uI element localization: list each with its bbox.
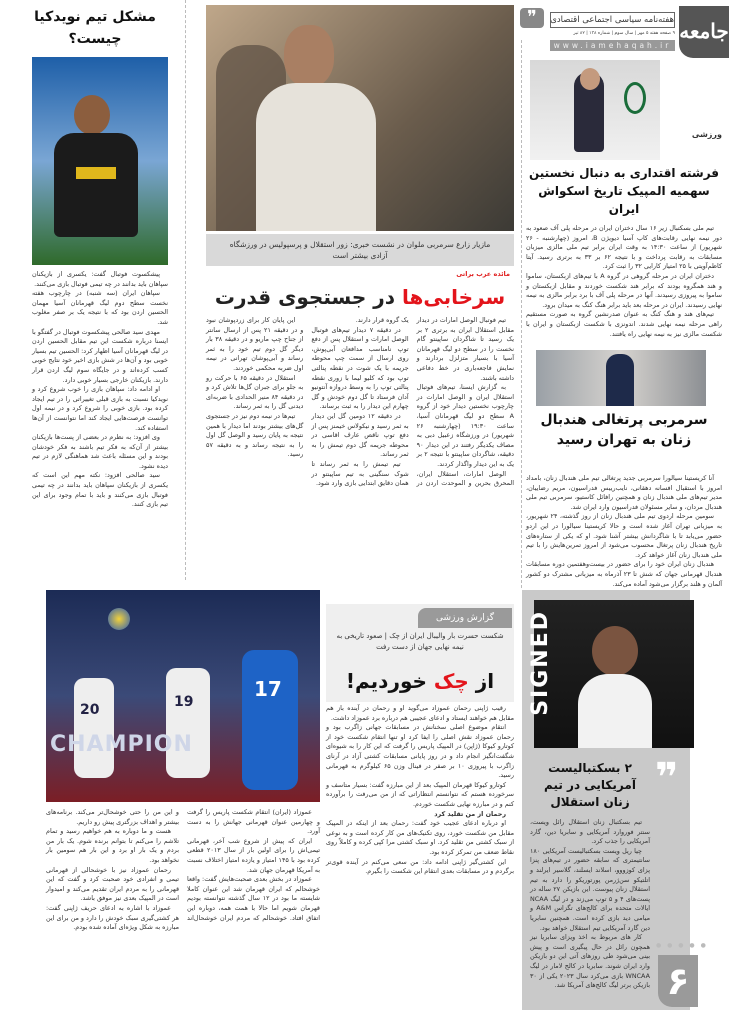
signed-text: SIGNED xyxy=(528,610,553,716)
basketball-body xyxy=(530,818,650,1004)
handball-headline: سرمربی پرتغالی هندبال زنان به تهران رسید xyxy=(540,412,708,448)
quote-icon: ❞ xyxy=(655,755,679,801)
jersey-number: 19 xyxy=(174,694,194,710)
volleyball-kicker: شکست حسرت بار والیبال ایران از چک | صعود تاریخی به نیمه نهایی جهان از دست رفت xyxy=(336,632,504,651)
handball-coach-photo xyxy=(536,350,706,406)
headline-black: از xyxy=(475,669,495,693)
basketball-photo xyxy=(528,600,694,748)
photo-caption: مازیار زارع سرمربی ملوان در نشست خبری: زور استقلال و پرسپولیس در ورزشگاه آزادی بیشتر است xyxy=(206,234,514,266)
sepahan-body xyxy=(32,270,168,570)
paragraph: الوصل امارات، استقلال ایران، المحرق بحرین و الموحدت اردن در یک گروه قرار دارند. xyxy=(355,316,514,488)
paragraph: ایران که پیش از شروع شب آخر، قهرمانی تیمی‌اش را برای اولین بار از سال ۲۰۱۳ قطعی کرده بود با ۱۴۵ امتیاز و یازده امتیاز اختلاف نسبت به آمریکا قهرمان جهان شد. xyxy=(187,836,320,874)
volleyball-body xyxy=(326,704,514,1004)
handball-body xyxy=(526,474,722,588)
byline: مائده عرب براتی xyxy=(456,270,510,278)
main-headline xyxy=(206,282,514,312)
paragraph: هست و ما دوباره به هم خواهیم رسید و تمام تلاشم را می‌کنم تا بتوانم برنده شوم. یک بار من بردم و یک بار او برد و این بار هم سومین بار نخواهد بود. xyxy=(46,827,179,864)
paragraph: تیم فوتبال الوصل امارات در دیدار مقابل استقلال ایران به برتری ۲ بر یک رسید تا شاگردان ساپینتو گام نخست را در سطح دو لیگ قهرمانان آسیا با بسیار متزلزل بردارند و نمایش فاجعه‌باری در خط دفاعی داشته باشند. xyxy=(416,316,514,382)
paragraph: عموزاد (ایران) انتقام شکست پاریس را گرفت و چهارمین عنوان قهرمانی جهانش را به دست آورد. xyxy=(187,808,320,836)
masthead-title: هفته‌نامه سیاسی اجتماعی اقتصادی xyxy=(550,12,675,28)
paragraph: چیا ریل ویست بسکتبالیست آمریکایی ۱۸۰ سانتیمتری که سابقه حضور در تیم‌های پنزا پزای کوزووو، اسلاند ایسلند، گلاسیر ایرلند و اتلتیکو سن‌ژرمن پورتوریکو را دارد به تیم استقلال زنان پیوست. این بازیکن ۲۷ ساله در پست‌های ۴ و ۵ توپ می‌زند و در لیگ NCAA ایالات متحده برای کالج‌های تگزاس A&M و میامی دید بازی کرده است. همچنین سابریا دین گارد آمریکایی تیم استقلال خواهد بود. xyxy=(530,846,651,932)
paragraph: انتقام موضوع اصلی سخنانش در مسابقات جهانی زاگرب بود و رحمان عموزاد نقش اصلی را ایفا کرد او تنها انتقام شکست خود از کوتارو کیوکا (ژاپن) در المپیک پاریس را گرفت که این کار را به شیوه‌ای شگفت‌انگیز انجام داد و در روز پایانی مسابقات کشتی آزاد در آرنای زاگرب با پیروزی ۱۰ بر صفر در فینال وزن ۶۵ کیلوگرم به قهرمانی رسید. xyxy=(326,723,514,780)
paragraph: این کشتی‌گیر ژاپنی ادامه داد: من سعی می‌کنم در آینده قوی‌تر برگردم و در مسابقات بعدی انتقام این شکست را بگیرم. xyxy=(326,857,514,876)
basketball-headline: ۲ بسکتبالیست آمریکایی در تیم زنان استقلال xyxy=(544,761,636,809)
section-tag: گزارش ورزشی xyxy=(418,608,512,628)
issue-line: ۹ صفحه هفته ۵ مهر | سال سوم | شماره ۱۳۸ | ۸۲ تیر xyxy=(573,31,675,36)
paragraph: وی افزود: به نظرم در بعضی از پست‌ها بازیکنان بیشتر از آن‌که به فکر تیم باشند به فکر خودشان بودند و این مسئله باعث شد هماهنگی لازم در تیم دیده نشود. xyxy=(32,433,168,470)
masthead-logo: جامعه xyxy=(679,6,729,58)
paragraph: تیم بسکتبال زنان استقلال رائل ویست، سنتر فوروارد آمریکایی و سابریا دین، گارد آمریکایی را جذب کرد. xyxy=(530,818,650,846)
paragraph: عموزاد با اشاره به ادعای حریف ژاپنی گفت: هر کشتی‌گیری سبک خودش را دارد و من برای این مبارزه به شکل ویژه‌ای آماده شده بودم. xyxy=(46,903,179,932)
page-dots: ● ● ● ● ● xyxy=(656,942,708,949)
paragraph: او ادامه داد: سپاهان بازی را خوب شروع کرد و نویدکیا نسبت به بازی قبلی تغییراتی را در تیم ایجاد کرده بود. بازی خوبی را شروع کرد و در نیمه اول توانست فرصت‌هایی ایجاد کند اما نتوانست از آن‌ها استفاده کند. xyxy=(32,385,168,432)
champion-banner: CHAMPION xyxy=(50,732,193,757)
wrestling-body xyxy=(46,808,320,1004)
squash-headline: فرشته اقتداری به دنبال نخستین سهمیه المپیک تاریخ اسکواش ایران xyxy=(528,166,720,216)
paragraph: سپاهان ایران (سه شنبه) در چارچوب هفته نخست سطح دوم لیگ قهرمانان آسیا مهمان الحسین اردن بود که با نتیجه یک بر صفر مغلوب شد. xyxy=(32,289,168,326)
paragraph: مهدی سید صالحی پیشکسوت فوتبال در گفتگو با ایسنا درباره شکست این تیم مقابل الحسین اردن در لیگ قهرمانان آسیا اظهار کرد: الحسین تیم بسیار خوبی بود و آن‌ها در شش بازی اخیر خود نتایج خوبی کسب کرده‌اند و در جایگاه سوم لیگ اردن قرار دارند. بازیکنان خارجی بسیار خوبی دارد. xyxy=(32,327,168,384)
jersey-number: 17 xyxy=(254,677,282,701)
paragraph: تیم تیمش را به ثمر رساند تا شوک سنگینی به تیم ساپینتو در همان دقایق ابتدایی بازی وارد شود. xyxy=(311,459,409,488)
paragraph: تیم‌های هند و هنگ کنگ به عنوان صدرنشین گروه به صورت مستقیم راهی مرحله نیمه نهایی شدند. اندونزی با شکست ازبکستان و ایران با شکست مالزی نیز به نیمه نهایی راه یافتند. xyxy=(526,310,722,338)
quote-icon: ❞ xyxy=(520,8,544,28)
main-story-body xyxy=(206,316,514,584)
squash-photo xyxy=(530,60,660,160)
paragraph: تیم ملی بسکتبال زیر ۱۶ سال دختران ایران در مرحله پلی آف صعود به دور نیمه نهایی رقابت‌های کاپ آسیا دیویژن B، امروز (چهارشنبه - ۲۶ شهریور) از ساعت ۱۴:۳۰ به وقت ایران برابر تیم ملی مالزی میزبان مسابقات به رقابت پرداخت و با نتیجه ۶۲ بر ۳۳ به برتری رسید. آیتا کاظم‌آویتی با ۲۵ امتیاز کارایی ۳۲ را ثبت کرد. xyxy=(526,224,722,271)
sepahan-headline: مشکل تیم نویدکیا چیست؟ xyxy=(34,9,156,47)
volleyball-photo xyxy=(46,590,320,802)
page-number: ۶ xyxy=(658,955,698,1007)
masthead xyxy=(520,0,729,60)
section-label-sports: ورزشی xyxy=(691,130,722,139)
headline-red: چک xyxy=(433,669,469,693)
main-story-photo xyxy=(206,5,514,231)
sepahan-player-photo xyxy=(32,57,168,265)
paragraph: استقلال در دقیقه ۶۵ با حرکت رو به جلو برای جبران گل‌ها تلاش کرد و در دقیقه ۸۴ منیر الحدادی با ضربه‌ای دیدنی گل را به ثمر رساند. xyxy=(206,373,304,411)
paragraph: سومین مرحله اردوی تیم ملی هندبال زنان از روز گذشته، ۲۴ شهریور، به میزبانی تهران آغاز شده است و حالا کریستینا سیالورا در این اردو حضور می‌یابد تا با شاگردانش بیشتر آشنا شود. او که یکی از ستاره‌های تاریخ هندبال زنان پرتغال محسوب می‌شود از امروز تمرین‌هایش را با تیم ملی هندبال زنان آغاز خواهد کرد. xyxy=(526,512,722,559)
column-divider xyxy=(521,40,522,588)
headline-red: سرخابی‌ها xyxy=(402,285,506,309)
paragraph: رقیب ژاپنی رحمان عموزاد می‌گوید او و رحمان در آینده باز هم مقابل هم خواهند ایستاد و ادعای عجیبی هم درباره برد عموزاد داشت. xyxy=(326,704,514,722)
squash-body xyxy=(526,224,722,344)
paragraph: عموزاد در بخش بعدی صحبت‌هایش گفت: واقعا خوشحالم که ایران قهرمان شد این عنوان کاملا شایسته ما بود در ۱۲ سال گذشته نتوانسته بودیم قهرمان شویم اما حالا با همت همه، دوباره این اتفاق افتاد. خوشحالم که مردم ایران خوشحال‌اند و این من را حتی خوشحال‌تر می‌کند. برنامه‌های بیشتر و اهداف بزرگتری پیش رو داریم. xyxy=(46,808,320,922)
jersey-number: 20 xyxy=(80,702,100,718)
paragraph: در دقیقه ۱۲ دومین گل این دیدار به ثمر رسید و نیکولاس خیمنز پس از دفع توپ ناقص عارف اقاسی در محوطه جریمه گل دوم تیمش را به ثمر رساند. xyxy=(311,411,409,459)
paragraph: کوتارو کیوکا قهرمان المپیک بعد از این مبارزه گفت: بسیار متاسف و سرخورده هستم که نتوانستم انتظاراتی که از من می‌رفت را برآورده کنم و در مبارزه نهایی شکست خوردم. xyxy=(326,780,514,808)
paragraph: آنا کریستینا سیالورا سرمربی جدید پرتغالی تیم ملی هندبال زنان، بامداد امروز با استقبال افسانه دهقانی، نایب‌رییس فدراسیون، مریم رضاییان، مدیر تیم‌های ملی هندبال زنان و همچنین رافائل کاستیو، سرمربی تیم ملی هندبال مردان، و سایر مسئولان فدراسیون وارد ایران شد. xyxy=(526,474,722,511)
paragraph: این پایان کار برای زردپوشان نبود و در دقیقه ۲۱ پس از ارسال سانتر از جناح چپ ماریو و در دقیقه ۳۸ بار دیگر گل دوم تیم خود را به ثمر رساند و آبی‌پوشان تهرانی در نیمه اول ضربه محکمی خوردند. xyxy=(206,316,304,372)
volleyball-headline xyxy=(326,666,514,696)
paragraph: به گزارش ایسنا، تیم‌های فوتبال استقلال ایران و الوصل امارات در چارچوب نخستین دیدار خود از گروه A سطح دو لیگ قهرمانان آسیا، ساعت ۱۹:۳۰ (چهارشنبه ۲۶ شهریور) در ورزشگاه زعبیل دبی به مصاف یکدیگر رفتند در این دیدار ۹۰ دقیقه، شاگردان ساپینتو با نتیجه ۲ بر یک به این دیدار واگذار کردند. xyxy=(416,383,515,468)
headline-black: در جستجوی قدرت xyxy=(214,285,396,309)
paragraph: کار های مربوط به اخذ ویزای سابریا نیز همچون رائل در حال پیگیری است و پیش بینی می‌شود طی روزهای آتی این دو بازیکن وارد ایران شوند. سابریا در کالج لامار در لیگ WNCAA بازی می‌کرد سال ۲۰۲۳ یکی از ۳۰ بازیکن برتر لیگ کالج‌های آمریکا شد. xyxy=(530,933,650,990)
column-divider xyxy=(185,0,186,580)
paragraph: هندبال زنان ایران خود را برای حضور در بیست‌وهفتمین دوره مسابقات هندبال قهرمانی جهان که شش تا ۲۳ آذرماه به میزبانی مشترک دو کشور آلمان و هلند برگزار می‌شود آماده می‌کند. xyxy=(526,560,722,588)
website: www.iamehaqah.ir xyxy=(550,40,675,51)
paragraph: پیشکسوت فوتبال گفت: یکسری از بازیکنان سپاهان باید بدانند در چه تیمی فوتبال بازی می‌کنند. xyxy=(32,270,168,288)
paragraph: تیم‌ها در نیمه دوم نیز در جستجوی گل‌های بیشتر بودند اما دیدار با همین نتیجه به پایان رسید و الوصل گل اول را به نتیجه رساند و به دقیقه ۵۷ رسید. xyxy=(206,411,304,459)
paragraph: در دقیقه ۷ دیدار تیم‌های فوتبال الوصل امارات و استقلال پس از دفع توپ نامناسب مدافعان آبی‌پوش، روی ارسال از سمت چپ محوطه جریمه با یک شوت در نقطه پنالتی توپ بود که کلیو لیما با زوری نقطه پنالتی توپ را به وسط دروازه آنتونیو آدان فرستاد تا گل دوم خودش و گل چهارم این دیدار را به ثبت برساند. xyxy=(311,325,409,411)
paragraph: رحمان از من تقلید کرد xyxy=(434,809,506,818)
paragraph: او درباره ادعای عجیب خود گفت: رحمان بعد از اینکه در المپیک مقابل من شکست خورد، روی تکنیک‌های من کار کرده است و به نوعی از سبک کشتی من تقلید کرد. او سبک کشتی مرا کپی کرده و کاملاً روی نقاط ضعف من تمرکز کرده بود. xyxy=(326,819,514,856)
volleyball-ball xyxy=(108,608,130,630)
paragraph: رحمان عموزاد نیز با خوشحالی از قهرمانی تیمی و انفرادی خود صحبت کرد و گفت که این قهرمانی را به مردم ایران تقدیم می‌کند و امیدوار است در المپیک بعدی نیز موفق باشد. xyxy=(46,865,179,903)
paragraph: دختران ایران در مرحله گروهی در گروه A با تیم‌های ازبکستان، ساموا و هند همگروه بودند که برابر هند شکست خوردند و مقابل ازبکستان و ساموا به پیروزی رسیدند. آنها در مرحله پلی آف با برد برابر مالزی به نیمه نهایی رسیدند. ایران در مرحله بعد باید برابر هنگ کنگ به میدان برود. xyxy=(526,271,722,309)
paragraph: سید صالحی افزود: نکته مهم این است که یکسری از بازیکنان سپاهان باید بدانند در چه تیمی فوتبال بازی می‌کنند و باید با تمام وجود برای این تیم بازی کنند. xyxy=(32,471,168,509)
headline-black: خوردیم! xyxy=(345,669,427,693)
